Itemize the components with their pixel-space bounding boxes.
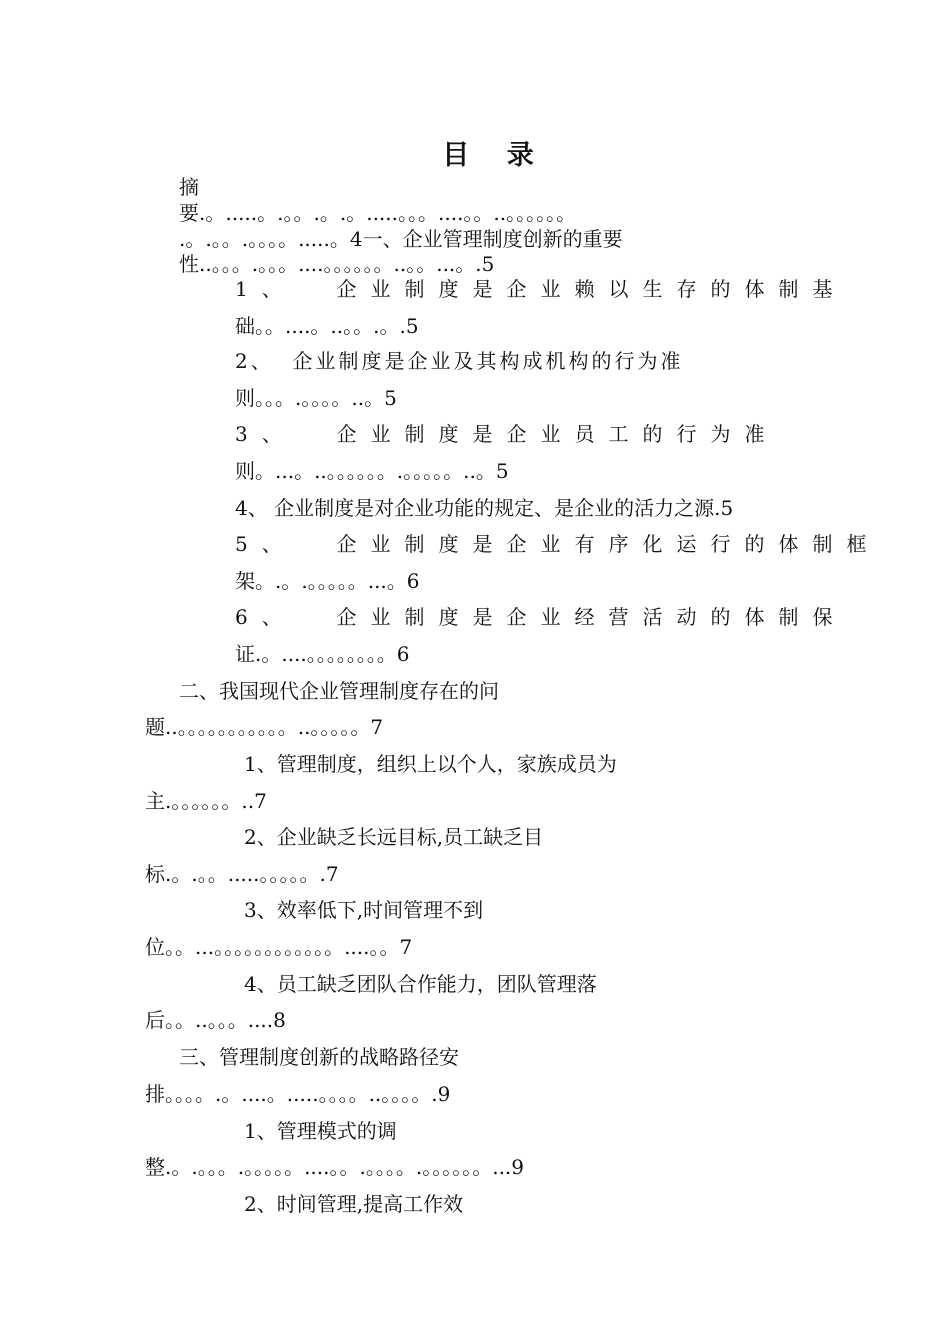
toc-line: 主.。。。。。。..7 [145, 789, 267, 813]
toc-title: 目 录 [442, 140, 548, 171]
toc-line: 1、管理模式的调 [244, 1119, 397, 1143]
toc-line: 5、 企业制度是企业有序化运行的体制框 [235, 532, 881, 556]
toc-line: 架。.。.。。。。。...。6 [235, 569, 420, 593]
toc-line: 要.。.....。.。。.。.。.....。。。....。。..。。。。。。 [179, 201, 577, 225]
toc-line: 证.。....。。。。。。。。6 [235, 642, 410, 666]
toc-line: 三、管理制度创新的战略路径安 [179, 1045, 459, 1069]
toc-line: 则。...。..。。。。。。.。。。。。..。5 [235, 459, 509, 483]
toc-line: 3、效率低下,时间管理不到 [244, 898, 484, 922]
toc-line: 3、 企业制度是企业员工的行为准 [235, 422, 779, 446]
toc-line: 2、企业缺乏长远目标,员工缺乏目 [244, 825, 544, 849]
toc-line: 则。。。.。。。。..。5 [235, 386, 397, 410]
toc-line: 摘 [179, 175, 199, 199]
toc-line: .。.。。.。。。。.....。4一、企业管理制度创新的重要 [179, 227, 623, 251]
toc-line: 性..。。。.。。。....。。。。。。..。。...。.5 [179, 252, 495, 276]
toc-line: 位。。...。。。。。。。。。。。。....。。7 [145, 935, 413, 959]
toc-line: 6、 企业制度是企业经营活动的体制保 [235, 605, 847, 629]
toc-line: 题..。。。。。。。。。。。..。。。。。7 [145, 715, 384, 739]
toc-line: 4、员工缺乏团队合作能力，团队管理落 [244, 972, 597, 996]
toc-line: 整.。.。。。.。。。。。....。。.。。。。.。。。。。。...9 [145, 1155, 525, 1179]
toc-line: 后。。..。。。....8 [145, 1008, 286, 1032]
toc-line: 二、我国现代企业管理制度存在的问 [179, 679, 499, 703]
toc-line: 标.。.。。.....。。。。。.7 [145, 862, 339, 886]
toc-line: 排。。。。.。....。.....。。。。..。。。。.9 [145, 1082, 451, 1106]
toc-line: 2、时间管理,提高工作效 [244, 1192, 464, 1216]
toc-line: 1、管理制度，组织上以个人，家族成员为 [244, 752, 617, 776]
toc-line: 2、 企业制度是企业及其构成机构的行为准 [235, 349, 684, 373]
toc-line: 础。。....。..。。.。.5 [235, 314, 419, 338]
toc-line: 1、 企业制度是企业赖以生存的体制基 [235, 277, 847, 301]
toc-line: 4、 企业制度是对企业功能的规定、是企业的活力之源.5 [235, 496, 734, 520]
